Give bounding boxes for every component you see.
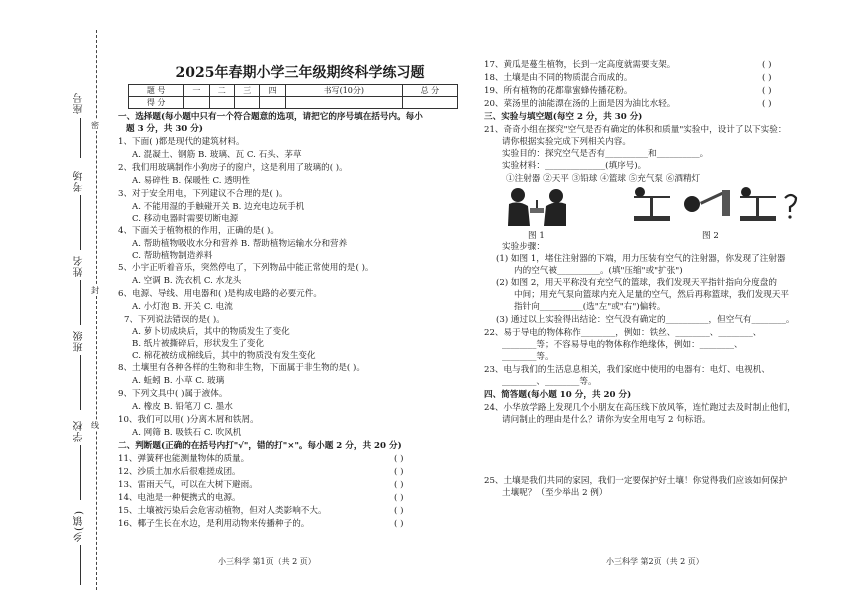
question-21-purpose: 实验目的：探究空气是否有__________和__________。 bbox=[502, 149, 709, 159]
name-line bbox=[80, 280, 81, 325]
footer-page-2: 小三科学 第2页（共 2 页） bbox=[606, 557, 704, 566]
question-4-options-ab: A. 帮助植物吸收水分和营养 B. 帮助植物运输水分和营养 bbox=[132, 239, 348, 249]
question-24: 24、小华放学路上发现几个小朋友在高压线下放风筝，连忙跑过去及时制止他们， bbox=[484, 403, 796, 413]
seat-label: 座号 bbox=[74, 92, 85, 114]
seat-line bbox=[80, 118, 81, 158]
score-header-cell: 题 号 bbox=[129, 85, 184, 97]
step-2-cont-2: 指针向__________(选"左"或"右")偏转。 bbox=[514, 302, 666, 312]
question-1-options: A. 混凝土、钢筋 B. 玻璃、瓦 C. 石头、茅草 bbox=[132, 150, 302, 160]
exam-room-label: 考场 bbox=[74, 170, 85, 192]
question-25: 25、土壤是我们共同的家园，我们一定要保护好土壤！你觉得我们应该如何保护 bbox=[484, 476, 788, 486]
score-row-label: 得 分 bbox=[129, 97, 184, 109]
step-1-cont: 内的空气被__________。(填"压缩"或"扩张") bbox=[514, 266, 683, 276]
section-1-heading: 一、选择题(每小题中只有一个符合题意的选项，请把它的序号填在括号内。每小 bbox=[118, 112, 423, 122]
question-3-option-c: C. 移动电器时需要切断电源 bbox=[132, 214, 239, 224]
figure-1-label: 图 1 bbox=[528, 231, 545, 241]
question-15: 15、土壤被污染后会危害动植物，但对人类影响不大。 bbox=[118, 506, 327, 516]
score-table-header-row bbox=[129, 85, 458, 97]
score-header-cell: 一 bbox=[184, 85, 209, 97]
question-11: 11、弹簧秤也能测量物体的质量。 bbox=[118, 454, 250, 464]
score-table-score-row bbox=[129, 97, 458, 109]
question-22: 22、易于导电的物体称作________，例如：铁丝、________、________、 bbox=[484, 328, 762, 338]
section-2-heading: 二、判断题(正确的在括号内打"√"，错的打"×"。每小题 2 分，共 20 分) bbox=[118, 441, 402, 451]
answer-bracket-11: ( ) bbox=[394, 454, 404, 464]
score-cell bbox=[402, 97, 457, 109]
class-line bbox=[80, 355, 81, 410]
section-4-heading: 四、简答题(每小题 10 分，共 20 分) bbox=[484, 390, 632, 400]
question-6-options: A. 小灯泡 B. 开关 C. 电流 bbox=[132, 302, 233, 312]
score-header-cell: 二 bbox=[209, 85, 234, 97]
question-21-cont: 请你根据实验完成下列相关内容。 bbox=[502, 137, 631, 147]
figure-2-balance-experiment bbox=[630, 186, 800, 230]
question-7-option-c: C. 棉花被纺成棉线后，其中的物质没有发生变化 bbox=[132, 351, 316, 361]
question-21-materials: 实验材料：______________(填序号)。 bbox=[502, 161, 647, 171]
question-13: 13、雷雨天气，可以在大树下避雨。 bbox=[118, 480, 258, 490]
figure-1-syringe-experiment bbox=[506, 186, 568, 230]
step-2-cont: 中间；用充气泵向篮球内充入足量的空气，然后再称篮球，我们发现天平 bbox=[514, 290, 790, 300]
school-label: 学校 bbox=[74, 420, 85, 442]
class-label: 班级 bbox=[74, 330, 85, 352]
question-10-options: A. 网筛 B. 吸铁石 C. 吹风机 bbox=[132, 428, 242, 438]
question-2-options: A. 易碎性 B. 保暖性 C. 透明性 bbox=[132, 176, 250, 186]
answer-bracket-15: ( ) bbox=[394, 506, 404, 516]
experiment-steps-label: 实验步骤： bbox=[502, 242, 545, 252]
question-22-cont: ________等；不容易导电的物体称作绝缘体，例如：________、 bbox=[502, 340, 743, 350]
question-24-cont: 请问制止的理由是什么？请你为安全用电写 2 句标语。 bbox=[502, 415, 711, 425]
score-cell bbox=[235, 97, 260, 109]
answer-bracket-13: ( ) bbox=[394, 480, 404, 490]
township-line bbox=[80, 545, 81, 585]
answer-bracket-14: ( ) bbox=[394, 493, 404, 503]
step-1: (1) 如图 1，堵住注射器的下端，用力压装有空气的注射器，你发现了注射器 bbox=[496, 254, 786, 264]
answer-bracket-17: ( ) bbox=[762, 60, 772, 70]
score-cell bbox=[285, 97, 402, 109]
binding-dashed-line bbox=[96, 30, 97, 590]
score-table bbox=[128, 84, 458, 109]
question-9: 9、下列文具中( )属于液体。 bbox=[118, 389, 228, 399]
binding-strip bbox=[0, 0, 110, 608]
answer-bracket-16: ( ) bbox=[394, 519, 404, 529]
question-7-option-b: B. 纸片被撕碎后，形状发生了变化 bbox=[132, 339, 265, 349]
seal-char-2: 封 bbox=[91, 286, 99, 295]
question-8: 8、土壤里有各种各样的生物和非生物，下面属于非生物的是( )。 bbox=[118, 363, 365, 373]
question-22-cont-2: ________等。 bbox=[502, 352, 554, 362]
school-line bbox=[80, 445, 81, 500]
question-8-options: A. 蚯蚓 B. 小草 C. 玻璃 bbox=[132, 376, 225, 386]
question-23: 23、电与我们的生活息息相关，我们家庭中使用的电器有：电灯、电视机、 bbox=[484, 365, 770, 375]
exam-title: 2025年春期小学三年级期终科学练习题 bbox=[175, 65, 425, 81]
answer-bracket-20: ( ) bbox=[762, 99, 772, 109]
score-header-cell: 总 分 bbox=[402, 85, 457, 97]
question-7: 7、下列说法错误的是( )。 bbox=[124, 315, 225, 325]
seal-char-3: 线 bbox=[91, 421, 99, 430]
answer-bracket-12: ( ) bbox=[394, 467, 404, 477]
question-5: 5、小宇正听着音乐，突然停电了，下列物品中能正常使用的是( )。 bbox=[118, 263, 374, 273]
score-header-cell: 书写(10分) bbox=[285, 85, 402, 97]
step-3: (3) 通过以上实验得出结论：空气没有确定的__________，但空气有________。 bbox=[496, 315, 795, 325]
question-5-options: A. 空调 B. 洗衣机 C. 水龙头 bbox=[132, 276, 242, 286]
township-label: 乡(镇) bbox=[74, 510, 85, 542]
question-4: 4、下面关于植物根的作用，正确的是( )。 bbox=[118, 226, 279, 236]
question-2: 2、我们用玻璃制作小狗房子的窗户，这是利用了玻璃的( )。 bbox=[118, 163, 348, 173]
question-4-option-c: C. 帮助植物制造养料 bbox=[132, 251, 213, 261]
question-14: 14、电池是一种便携式的电源。 bbox=[118, 493, 241, 503]
answer-bracket-19: ( ) bbox=[762, 86, 772, 96]
section-1-heading-cont: 题 3 分，共 30 分) bbox=[126, 124, 203, 134]
answer-bracket-18: ( ) bbox=[762, 73, 772, 83]
question-9-options: A. 橡皮 B. 铅笔刀 C. 墨水 bbox=[132, 402, 233, 412]
question-3: 3、对于安全用电，下列建议不合理的是( )。 bbox=[118, 189, 288, 199]
question-18: 18、土壤是由不同的物质混合而成的。 bbox=[484, 73, 633, 83]
question-1: 1、下面( )都是现代的建筑材料。 bbox=[118, 137, 245, 147]
step-2: (2) 如图 2，用天平称没有充空气的篮球，我们发现天平指针指向分度盘的 bbox=[496, 278, 777, 288]
figure-2-label: 图 2 bbox=[702, 231, 719, 241]
name-label: 姓名 bbox=[74, 255, 85, 277]
question-6: 6、电源、导线、用电器和( )是构成电路的必要元件。 bbox=[118, 289, 322, 299]
question-19: 19、所有植物的花都靠蜜蜂传播花粉。 bbox=[484, 86, 633, 96]
question-25-cont: 土壤呢？（至少举出 2 例） bbox=[502, 488, 608, 498]
question-12: 12、沙质土加水后很难搓成团。 bbox=[118, 467, 241, 477]
score-header-cell: 四 bbox=[260, 85, 285, 97]
footer-page-1: 小三科学 第1页（共 2 页） bbox=[218, 557, 316, 566]
question-7-option-a: A. 萝卜切成块后，其中的物质发生了变化 bbox=[132, 327, 290, 337]
question-20: 20、菜汤里的油能漂在汤的上面是因为油比水轻。 bbox=[484, 99, 676, 109]
question-10: 10、我们可以用( )分离木屑和铁屑。 bbox=[118, 415, 259, 425]
question-23-cont: ________、________等。 bbox=[502, 377, 597, 387]
seal-char-1: 密 bbox=[91, 121, 99, 130]
exam-room-line bbox=[80, 195, 81, 250]
question-21-material-list: ①注射器 ②天平 ③铅球 ④篮球 ⑤充气泵 ⑥酒精灯 bbox=[506, 174, 701, 184]
question-3-options-ab: A. 不能用湿的手触碰开关 B. 边充电边玩手机 bbox=[132, 202, 305, 212]
question-16: 16、椰子生长在水边，是利用动物来传播种子的。 bbox=[118, 519, 310, 529]
score-cell bbox=[209, 97, 234, 109]
score-cell bbox=[184, 97, 209, 109]
score-header-cell: 三 bbox=[235, 85, 260, 97]
section-3-heading: 三、实验与填空题(每空 2 分，共 30 分) bbox=[484, 112, 643, 122]
score-cell bbox=[260, 97, 285, 109]
question-17: 17、黄瓜是蔓生植物，长到一定高度就需要支架。 bbox=[484, 60, 676, 70]
question-21: 21、奇奇小组在探究"空气是否有确定的体积和质量"实验中，设计了以下实验： bbox=[484, 125, 787, 135]
